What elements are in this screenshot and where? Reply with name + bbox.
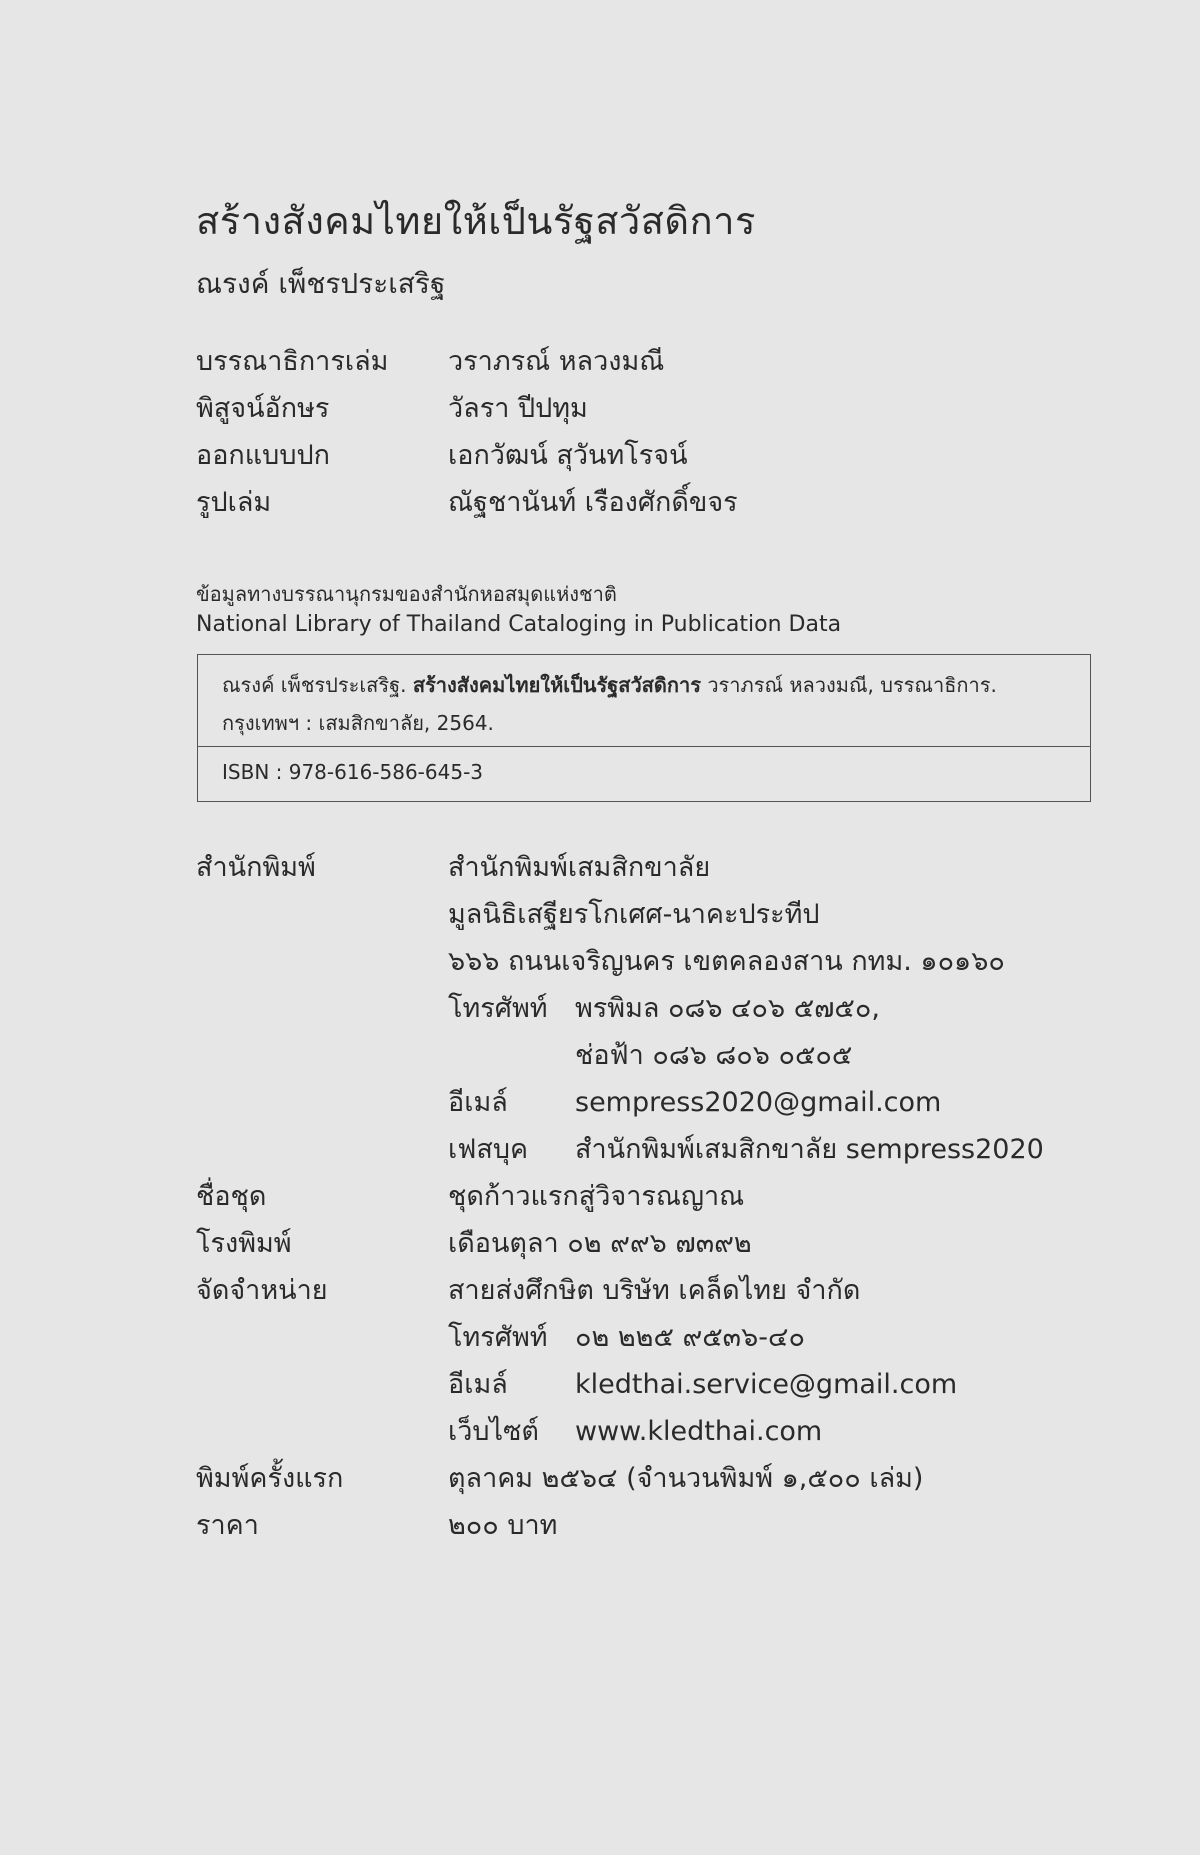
distributor-phone-label: โทรศัพท์: [448, 1322, 548, 1353]
book-title: สร้างสังคมไทยให้เป็นรัฐสวัสดิการ: [196, 199, 756, 243]
first-print-value: ตุลาคม ๒๕๖๔ (จำนวนพิมพ์ ๑,๕๐๐ เล่ม): [448, 1463, 924, 1494]
cip-record-box: [197, 654, 1091, 802]
cip-entry-author: ณรงค์ เพ็ชรประเสริฐ.: [222, 673, 407, 697]
printer-label: โรงพิมพ์: [196, 1228, 292, 1259]
distributor-name: สายส่งศึกษิต บริษัท เคล็ดไทย จำกัด: [448, 1275, 861, 1306]
cip-heading-english: National Library of Thailand Cataloging in Publication Data: [196, 612, 842, 637]
cip-entry-line: [222, 669, 997, 701]
printer-value: เดือนตุลา ๐๒ ๙๙๖ ๗๓๙๒: [448, 1228, 752, 1259]
publisher-email-label: อีเมล์: [448, 1087, 508, 1118]
cip-divider: [198, 746, 1090, 747]
publisher-address: ๖๖๖ ถนนเจริญนคร เขตคลองสาน กทม. ๑๐๑๖๐: [448, 946, 1005, 977]
distributor-label: จัดจำหน่าย: [196, 1275, 328, 1306]
publisher-email: sempress2020@gmail.com: [575, 1087, 942, 1118]
series-label: ชื่อชุด: [196, 1181, 267, 1212]
cip-heading-thai: ข้อมูลทางบรรณานุกรมของสำนักหอสมุดแห่งชาติ: [196, 582, 617, 606]
credit-value: ณัฐชานันท์ เรืองศักดิ์ขจร: [448, 487, 738, 518]
credit-value: วัลรา ปีปทุม: [448, 393, 588, 424]
distributor-email-label: อีเมล์: [448, 1369, 508, 1400]
cip-entry-title: สร้างสังคมไทยให้เป็นรัฐสวัสดิการ: [412, 673, 701, 697]
publisher-label: สำนักพิมพ์: [196, 852, 316, 883]
credit-label: รูปเล่ม: [196, 487, 272, 518]
distributor-phone: ๐๒ ๒๒๕ ๙๕๓๖-๔๐: [575, 1322, 805, 1353]
price-value: ๒๐๐ บาท: [448, 1510, 558, 1541]
publisher-facebook: สำนักพิมพ์เสมสิกขาลัย sempress2020: [575, 1134, 1044, 1165]
publisher-phone-1: พรพิมล ๐๘๖ ๔๐๖ ๕๗๕๐,: [575, 993, 880, 1024]
cip-entry-imprint: กรุงเทพฯ : เสมสิกขาลัย, 2564.: [222, 711, 494, 735]
distributor-website: www.kledthai.com: [575, 1416, 823, 1447]
credit-label: ออกแบบปก: [196, 440, 330, 471]
publisher-phone-label: โทรศัพท์: [448, 993, 548, 1024]
book-author: ณรงค์ เพ็ชรประเสริฐ: [196, 267, 446, 300]
distributor-website-label: เว็บไซต์: [448, 1416, 539, 1447]
publisher-foundation: มูลนิธิเสฐียรโกเศศ-นาคะประทีป: [448, 899, 820, 930]
credit-label: บรรณาธิการเล่ม: [196, 346, 389, 377]
first-print-label: พิมพ์ครั้งแรก: [196, 1463, 344, 1494]
publisher-facebook-label: เฟสบุค: [448, 1134, 529, 1165]
credit-value: เอกวัฒน์ สุวันทโรจน์: [448, 440, 688, 471]
price-label: ราคา: [196, 1510, 259, 1541]
credit-label: พิสูจน์อักษร: [196, 393, 330, 424]
cip-isbn: ISBN : 978-616-586-645-3: [222, 760, 484, 784]
series-value: ชุดก้าวแรกสู่วิจารณญาณ: [448, 1181, 745, 1212]
credit-value: วราภรณ์ หลวงมณี: [448, 346, 665, 377]
cip-entry-editor: วราภรณ์ หลวงมณี, บรรณาธิการ.: [707, 673, 997, 697]
publisher-name: สำนักพิมพ์เสมสิกขาลัย: [448, 852, 711, 883]
distributor-email: kledthai.service@gmail.com: [575, 1369, 958, 1400]
publisher-phone-2: ช่อฟ้า ๐๘๖ ๘๐๖ ๐๕๐๕: [575, 1040, 853, 1071]
